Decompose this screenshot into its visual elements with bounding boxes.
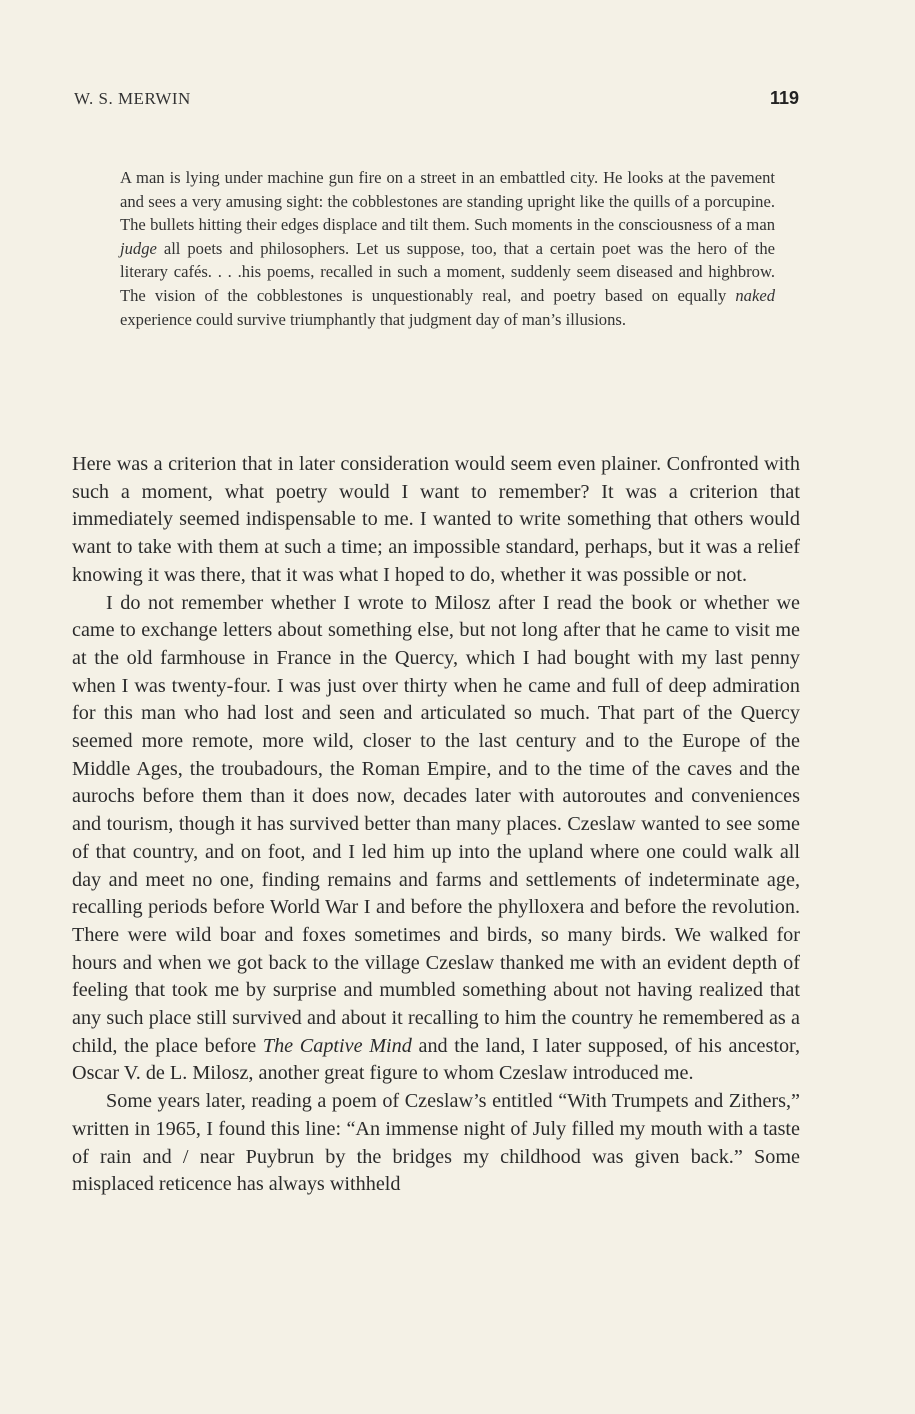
paragraph-text: I do not remember whether I wrote to Milosz after I read the book or whether we came to exchange letters about something else, but not long after that he came to visit me at the old farmhouse in France in the Quercy, which I had bought with my last penny when I was twenty-four. I was just over thirty when he came and full of deep admiration for this man who had lost and seen and articulated so much. That part of the Quercy seemed more remote, more wild, closer to the last century and to the Europe of the Middle Ages, the troubadours, the Roman Empire, and to the time of the caves and the aurochs before them than it does now, decades later with autoroutes and conveniences and tourism, though it has survived better than many places. Czeslaw wanted to see some of that country, and on foot, and I led him up into the upland where one could walk all day and meet no one, finding remains and farms and settlements of indeterminate age, recalling periods before World War I and before the phylloxera and before the revolution. There were wild boar and foxes sometimes and birds, so many birds. We walked for hours and when we got back to the village Czeslaw thanked me with an evident depth of feeling that took me by surprise and mumbled something about not having realized that any such place still survived and about it recalling to him the country he remembered as a child, the place before — [72, 591, 800, 1057]
paragraph-text: and the land, I later supposed, of his ancestor, Oscar V. de L. Milosz, another great figure to whom Czeslaw introduced me. — [72, 1034, 800, 1085]
page-header — [74, 88, 799, 109]
quote-emphasis-naked: naked — [735, 285, 775, 305]
quote-emphasis-judge: judge — [120, 238, 157, 258]
quote-text: all poets and philosophers. Let us suppose, too, that a certain poet was the hero of the literary cafés. . . .his poems, recalled in such a moment, suddenly seem diseased and highbrow. The vision of the cobblestones is unquestionably real, and poetry based on equally — [120, 238, 775, 305]
book-title-captive-mind: The Captive Mind — [262, 1034, 412, 1057]
paragraph-3: Some years later, reading a poem of Czeslaw’s entitled “With Trumpets and Zithers,” written in 1965, I found this line: “An immense night of July filled my mouth with a taste of rain and / near Puybrun by the bridges my childhood was given back.” Some misplaced reticence has always withheld — [72, 1090, 800, 1196]
body-text — [72, 451, 800, 1199]
quote-text: experience could survive triumphantly that judgment day of man’s illusions. — [120, 309, 627, 329]
running-head: W. S. MERWIN — [74, 89, 191, 108]
page-number: 119 — [769, 88, 799, 108]
paragraph-2 — [72, 590, 800, 1089]
quote-text: A man is lying under machine gun fire on a street in an embattled city. He looks at the pavement and sees a very amusing sight: the cobblestones are standing upright like the quills of a porcupine. The bullets hitting their edges displace and tilt them. Such moments in the consciousness of a man — [120, 168, 775, 235]
paragraph-1: Here was a criterion that in later consideration would seem even plainer. Confronted with such a moment, what poetry would I want to remember? It was a criterion that immediately seemed indispensable to me. I wanted to write something that others would want to take with them at such a time; an impossible standard, perhaps, but it was a relief knowing it was there, that it was what I hoped to do, whether it was possible or not. — [72, 453, 800, 586]
block-quote-paragraph — [120, 166, 775, 331]
block-quote — [120, 166, 775, 331]
